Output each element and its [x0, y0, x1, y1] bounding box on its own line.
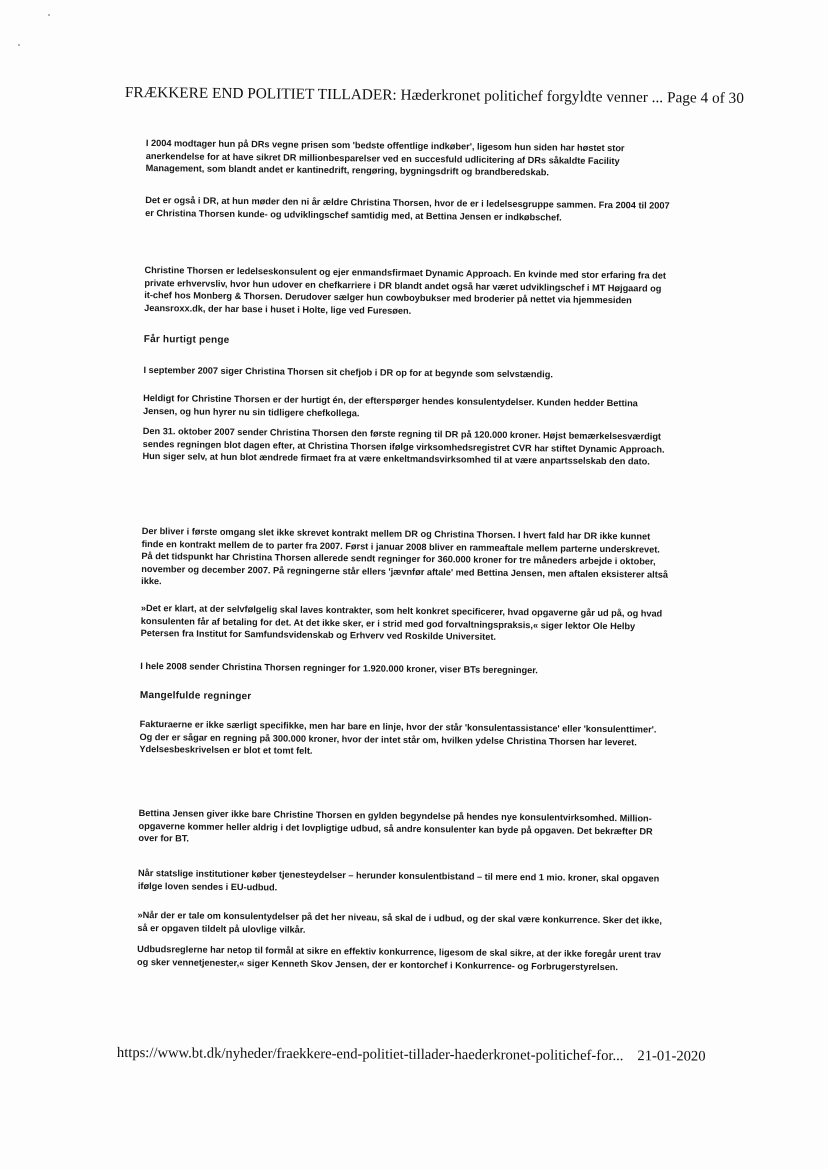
paragraph: I hele 2008 sender Christina Thorsen regninger for 1.920.000 kroner, viser BTs beregninger.: [140, 660, 538, 676]
paragraph: Christine Thorsen er ledelseskonsulent og ejer enmandsfirmaet Dynamic Approach. En kvinde med stor erfaring fra det private erhvervsliv, hvor hun udover en chefkarriere i DR blandt andet også har været udviklingschef i MT Højgaard og it-chef hos Monberg & Thorsen. Derudover sælger hun cowboybukser med broderier på nettet via hjemmesiden Jeansroxx.dk, der har base i huset i Holte, lige ved Furesøen.: [144, 264, 667, 316]
paragraph: Udbudsreglerne har netop til formål at sikre en effektiv konkurrence, ligesom de skal sikre, at der ikke foregår urent trav og sker vennetjenester,« siger Kenneth Skov Jensen, der er kontorchef i Konkurrence- og Forbrugerstyrelsen.: [137, 943, 662, 972]
print-date: 21-01-2020: [637, 1048, 706, 1065]
paragraph: I september 2007 siger Christina Thorsen sit chefjob i DR op for at begynde som selvstændig.: [143, 364, 553, 380]
article-body: [137, 137, 674, 972]
paragraph: Den 31. oktober 2007 sender Christina Thorsen den første regning til DR på 120.000 kroner. Højst bemærkelsesværdigt sendes regningen blot dagen efter, at Christina Thorsen ifølge virksomhedsregistret CVR har stiftet Dynamic Approach. Hun siger selv, at hun blot ændrede firmaet fra at være enkeltmandsvirksomhed til at være anpartsselskab den dato.: [142, 425, 665, 467]
article-title: FRÆKKERE END POLITIET TILLADER: Hæderkronet politichef forgyldte venner ...: [124, 84, 664, 107]
page-header: [124, 84, 744, 108]
paragraph: »Det er klart, at der selvfølgelig skal laves kontrakter, som helt konkret specificerer, hvad opgaverne går ud på, og hvad konsulenten får af betaling for det. At det ikke sker, er i strid med god forvaltningspraksis,« siger lektor Ole Helby Petersen fra Institut for Samfundsvidenskab og Erhverv ved Roskilde Universitet.: [140, 602, 663, 643]
paragraph: »Når der er tale om konsulentydelser på det her niveau, så skal de i udbud, og der skal være konkurrence. Sker det ikke, så er opgaven tildelt på ulovlige vilkår.: [137, 909, 663, 935]
paragraph: Fakturaerne er ikke særligt specifikke, men har bare en linje, hvor der står 'konsulentassistance' eller 'konsulenttimer'. Og der er sågar en regning på 300.000 kroner, hvor der intet står om, hvilken ydelse Christina Thorsen har leveret. Ydelsesbeskrivelsen er blot et tomt felt.: [139, 718, 657, 757]
paragraph: Det er også i DR, at hun møder den ni år ældre Christina Thorsen, hvor de er i ledelsesgruppe sammen. Fra 2004 til 2007 er Christina Thorsen kunde- og udviklingschef samtidig med, at Bettina Jensen er indkøbschef.: [145, 194, 670, 223]
page-footer: [117, 1045, 717, 1066]
paragraph: I 2004 modtager hun på DRs vegne prisen som 'bedste offentlige indkøber', ligesom hun siden har høstet stor anerkendelse for at have sikret DR millionbesparelser ved en succesfuld udlicitering af DRs såkaldte Facility Management, som blandt andet er kantinedrift, rengøring, bygningsdrift og brandberedskab.: [145, 137, 625, 178]
section-heading: Mangelfulde regninger: [139, 689, 252, 703]
source-url: https://www.bt.dk/nyheder/fraekkere-end-politiet-tillader-haederkronet-politichef-for...: [116, 1045, 624, 1065]
paragraph: Heldigt for Christine Thorsen er der hurtigt én, der efterspørger hendes konsulentydelser. Kunden hedder Bettina Jensen, og hun hyrer nu sin tidligere chefkollega.: [142, 392, 638, 418]
section-heading: Får hurtigt penge: [143, 333, 230, 346]
paragraph: Der bliver i første omgang slet ikke skrevet kontrakt mellem DR og Christina Thorsen. I hvert fald har DR ikke kunnet finde en kontrakt mellem de to parter fra 2007. Først i januar 2008 bliver en rammeaftale mellem parterne underskrevet. På det tidspunkt har Christina Thorsen allerede sendt regninger for 360.000 kroner for tre måneders arbejde i oktober, november og december 2007. På regningerne står ellers 'jævnfør aftale' med Bettina Jensen, men aftalen eksisterer altså ikke.: [141, 525, 669, 587]
page-number: Page 4 of 30: [666, 89, 744, 107]
scan-speck: [18, 44, 20, 46]
paragraph: Bettina Jensen giver ikke bare Christine Thorsen en gylden begyndelse på hendes nye konsulentvirksomhed. Million-opgaverne kommer heller aldrig i det lovpligtige udbud, så andre konsulenter kan byde på opgaven. Det bekræfter DR over for BT.: [138, 807, 653, 844]
paragraph: Når statslige institutioner køber tjenesteydelser – herunder konsulentbistand – til mere end 1 mio. kroner, skal opgaven ifølge loven sendes i EU-udbud.: [137, 867, 660, 893]
scan-speck: [48, 14, 50, 16]
